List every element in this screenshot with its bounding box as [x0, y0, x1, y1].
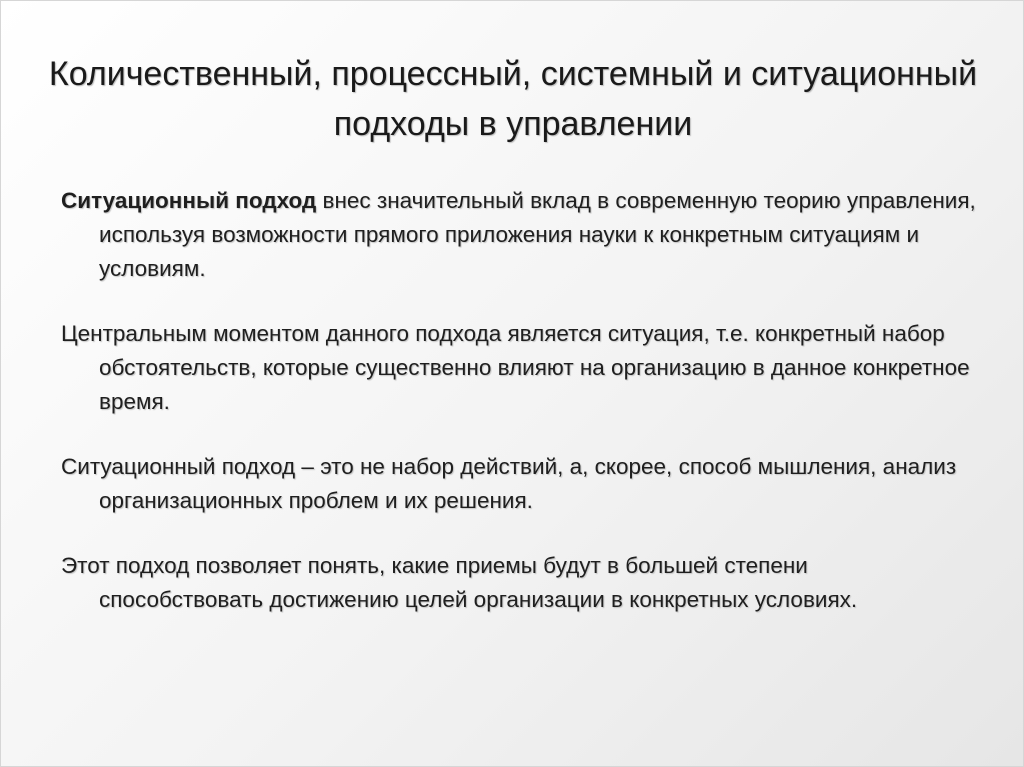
paragraph-central-moment	[61, 317, 976, 419]
slide-body	[61, 184, 976, 648]
slide-title: Количественный, процессный, системный и ситуационный подходы в управлении	[48, 55, 978, 143]
paragraph-text: внес значительный вклад в современную теорию управления, используя возможности прямого приложения науки к конкретным ситуациям и условиям.	[99, 188, 976, 281]
paragraph-bold-term: Ситуационный подход	[61, 188, 317, 213]
paragraph-text: Ситуационный подход – это не набор действий, а, скорее, способ мышления, анализ организационных проблем и их решения.	[61, 454, 957, 513]
paragraph-way-of-thinking	[61, 450, 976, 518]
paragraph-text: Центральным моментом данного подхода является ситуация, т.е. конкретный набор обстоятельств, которые существенно влияют на организацию в данное конкретное время.	[61, 321, 970, 414]
paragraph-situational-approach	[61, 184, 976, 286]
paragraph-text: Этот подход позволяет понять, какие приемы будут в большей степени способствовать достижению целей организации в конкретных условиях.	[61, 553, 858, 612]
paragraph-techniques	[61, 549, 976, 617]
